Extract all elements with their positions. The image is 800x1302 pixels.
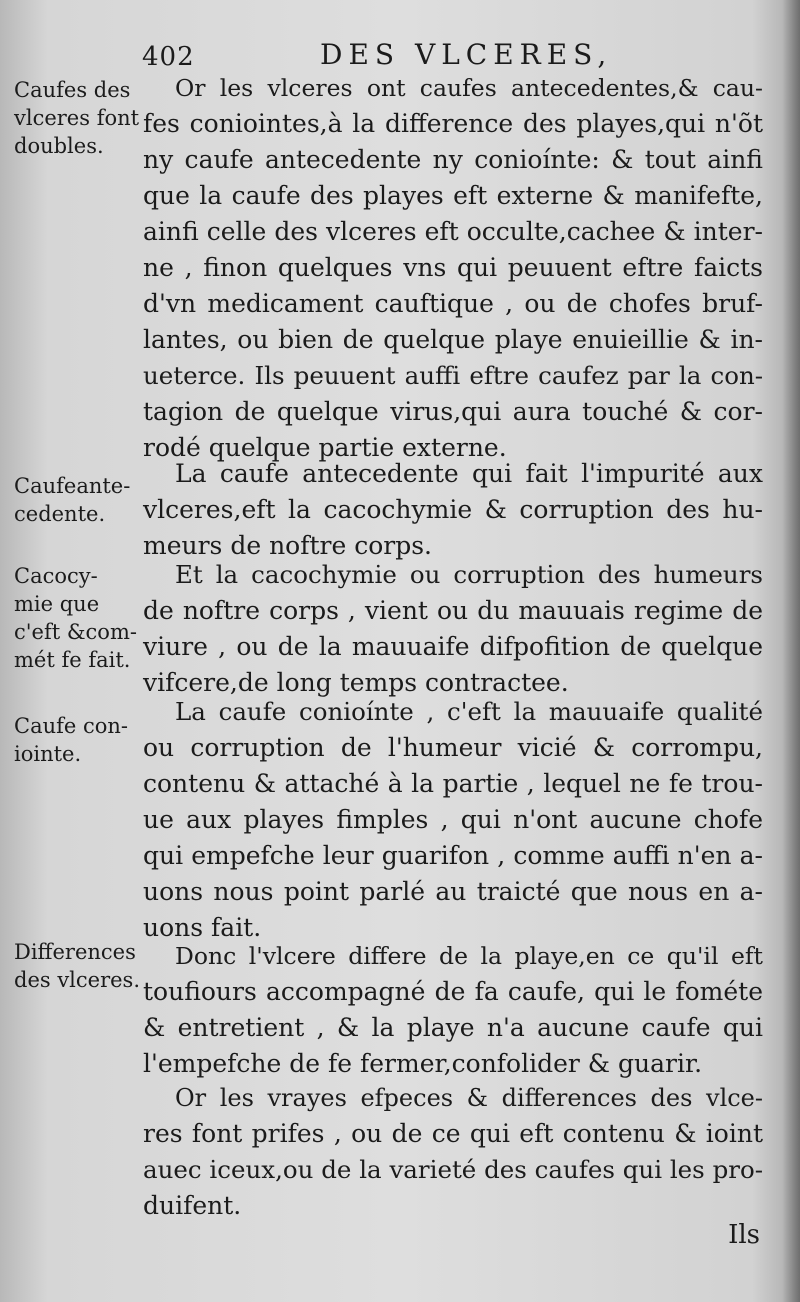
text-line: que la caufe des playes eft externe & manifefte, (143, 181, 763, 210)
text-line: Et la cacochymie ou corruption des humeurs (175, 560, 763, 589)
page-edge-shadow (782, 0, 800, 1302)
text-line: Or les vlceres ont caufes antecedentes,& cau- (175, 74, 763, 102)
text-line: duifent. (143, 1191, 242, 1220)
margin-note-causes (14, 76, 146, 160)
page-number: 402 (142, 42, 195, 72)
margin-note-differences (14, 938, 146, 994)
margin-note-line: vlceres font (14, 106, 140, 130)
text-line: ueterce. Ils peuuent auffi eftre caufez par la con- (143, 361, 763, 390)
margin-note-cacochymie (14, 562, 146, 674)
text-line: ou corruption de l'humeur vicié & corrompu, (143, 733, 763, 762)
text-line: Or les vrayes efpeces & differences des vlce- (175, 1084, 763, 1112)
text-line: toufiours accompagné de fa caufe, qui le fométe (143, 977, 763, 1006)
catchword: Ils (728, 1220, 760, 1250)
text-line: rodé quelque partie externe. (143, 433, 507, 462)
paragraph-causes (143, 70, 763, 466)
margin-note-line: doubles. (14, 134, 104, 158)
text-line: auec iceux,ou de la varieté des caufes qui les pro- (143, 1155, 763, 1184)
text-line: Donc l'vlcere differe de la playe,en ce qu'il eft (175, 942, 763, 970)
text-line: & entretient , & la playe n'a aucune caufe qui (143, 1013, 763, 1042)
margin-note-antecedent (14, 472, 146, 528)
text-line: fes coniointes,à la difference des playes,qui n'õt (143, 109, 763, 138)
margin-note-line: mie que (14, 592, 100, 616)
text-line: res font prifes , ou de ce qui eft contenu & ioint (143, 1119, 763, 1148)
text-line: ne , finon quelques vns qui peuuent eftre faicts (143, 253, 763, 282)
margin-note-line: iointe. (14, 742, 82, 766)
text-line: ny caufe antecedente ny conioínte: & tout ainfi (143, 145, 763, 174)
text-line: tagion de quelque virus,qui aura touché & cor- (143, 397, 763, 426)
text-line: La caufe antecedente qui fait l'impurité aux (175, 459, 763, 488)
text-line: vlceres,eft la cacochymie & corruption des hu- (143, 495, 763, 524)
text-line: vifcere,de long temps contractee. (143, 668, 569, 697)
paragraph-conjointe (143, 694, 763, 946)
paragraph-differences (143, 938, 763, 1082)
text-line: uons fait. (143, 913, 262, 942)
text-line: de noftre corps , vient ou du mauuais regime de (143, 596, 763, 625)
text-line: ainfi celle des vlceres eft occulte,cachee & inter- (143, 217, 763, 246)
text-line: viure , ou de la mauuaife difpofition de quelque (143, 632, 763, 661)
margin-note-line: Differences (14, 940, 136, 964)
paragraph-especes (143, 1080, 763, 1224)
margin-note-line: c'eft &com- (14, 620, 137, 644)
text-line: contenu & attaché à la partie , lequel ne fe trou- (143, 769, 763, 798)
paragraph-antecedent (143, 456, 763, 564)
running-title: DES VLCERES, (320, 38, 613, 71)
margin-note-line: cedente. (14, 502, 106, 526)
text-line: La caufe conioínte , c'eft la mauuaife qualité (175, 697, 763, 726)
margin-note-line: Caufeante- (14, 474, 131, 498)
text-line: l'empefche de fe fermer,confolider & guarir. (143, 1049, 703, 1078)
margin-note-line: des vlceres. (14, 968, 141, 992)
text-line: lantes, ou bien de quelque playe enuieillie & in- (143, 325, 763, 354)
margin-note-conjointe (14, 712, 146, 768)
text-line: meurs de noftre corps. (143, 531, 433, 560)
margin-note-line: Caufes des (14, 78, 131, 102)
text-line: ue aux playes fimples , qui n'ont aucune chofe (143, 805, 763, 834)
text-line: uons nous point parlé au traicté que nous en a- (143, 877, 763, 906)
text-line: d'vn medicament cauftique , ou de chofes bruf- (143, 289, 763, 318)
margin-note-line: Cacocy- (14, 564, 98, 588)
paragraph-cacochymie (143, 557, 763, 701)
text-line: qui empefche leur guarifon , comme auffi n'en a- (143, 841, 763, 870)
margin-note-line: mét fe fait. (14, 648, 131, 672)
margin-note-line: Caufe con- (14, 714, 129, 738)
